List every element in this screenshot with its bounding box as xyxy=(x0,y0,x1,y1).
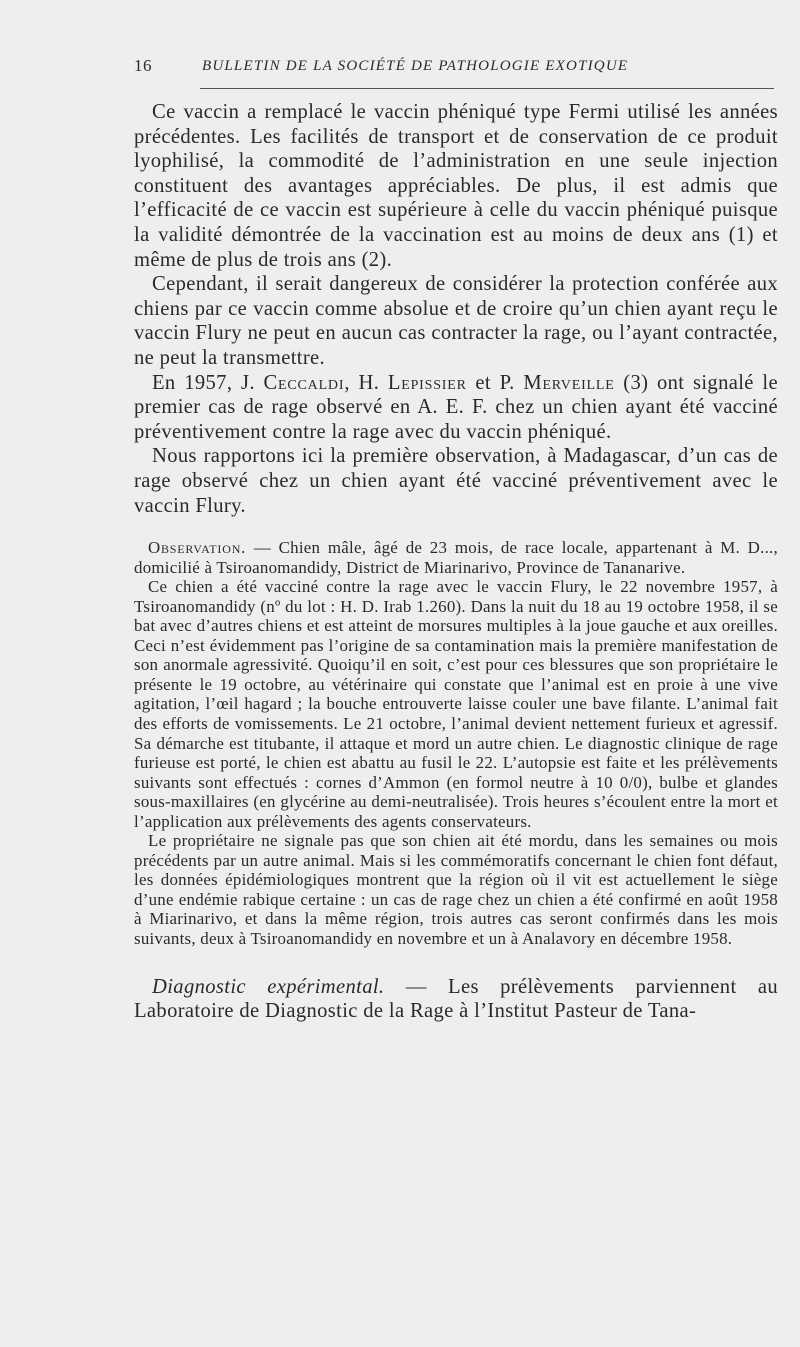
section-gap xyxy=(134,949,778,975)
author-separator: , H. xyxy=(344,371,388,394)
running-head: BULLETIN DE LA SOCIÉTÉ DE PATHOLOGIE EXOTIQUE xyxy=(202,58,629,74)
observation-intro xyxy=(134,538,778,577)
paragraph-vaccine: Ce vaccin a remplacé le vaccin phéniqué type Fermi utilisé les années précédentes. Les facilités de transport et de conservation de ce produit lyophilisé, la commodité de l’administration en une seule injection constituent des avantages appréciables. De plus, il est admis que l’efficacité de ce vaccin est supérieure à celle du vaccin phéniqué puisque la validité démontrée de la vaccination est au moins de deux ans (1) et même de plus de trois ans (2). xyxy=(134,101,778,271)
observation-label: Observation. xyxy=(148,538,247,558)
observation-clinical: Ce chien a été vacciné contre la rage avec le vaccin Flury, le 22 novembre 1957, à Tsiroanomandidy (nº du lot : H. D. Irab 1.260). Dans la nuit du 18 au 19 octobre 1958, il se bat avec d’autres chiens et est atteint de morsures multiples à la joue gauche et aux oreilles. Ceci n’est évidemment pas l’origine de sa contamination mais la première manifestation de son anormale agressivité. Quoiqu’il en soit, c’est pour ces blessures que son propriétaire le présente le 19 octobre, au vétérinaire qui constate que l’animal est en proie à une vive agitation, l’œil hagard ; la bouche entrouverte laisse couler une bave filante. L’animal fait des efforts de vomissements. Le 21 octobre, l’animal devient nettement furieux et agressif. Sa démarche est titubante, il attaque et mord un autre chien. Le diagnostic clinique de rage furieuse est porté, le chien est abattu au fusil le 22. L’autopsie est faite et les prélèvements suivants sont effectués : cornes d’Ammon (en formol neutre à 10 0/0), bulbe et glandes sous-maxillaires (en glycérine au demi-neutralisée). Trois heures s’écoulent entre la mort et l’application aux prélèvements des agents conservateurs. xyxy=(134,577,778,831)
header-rule xyxy=(200,88,774,89)
diagnostic-text: — Les prélèvements parviennent au Laboratoire de Diagnostic de la Rage à l’Institut Pasteur de Tana- xyxy=(134,975,778,1023)
author-name: Merveille xyxy=(523,371,615,394)
observation-epidemiology: Le propriétaire ne signale pas que son chien ait été mordu, dans les semaines ou mois précédents par un autre animal. Mais si les commémoratifs concernant le chien font défaut, les données épidémiologiques montrent que la région où il vit est actuellement le siège d’une endémie rabique certaine : un cas de rage chez un chien a été confirmé en août 1958 à Miarinarivo, et dans la même région, trois autres cas seront confirmés dans les mois suivants, deux à Tsiroanomandidy en novembre et un à Analavory en décembre 1958. xyxy=(134,831,778,949)
section-gap xyxy=(134,518,778,538)
author-separator: et P. xyxy=(466,371,524,394)
prior-case-prefix: En 1957, J. xyxy=(152,371,264,394)
diagnostic-heading: Diagnostic expérimental. xyxy=(152,975,385,998)
article-body xyxy=(134,100,778,1024)
observation-intro-text: — Chien mâle, âgé de 23 mois, de race locale, appartenant à M. D..., domicilié à Tsiroanomandidy, District de Miarinarivo, Province de Tananarive. xyxy=(134,538,778,577)
page-header xyxy=(134,56,774,82)
page-number: 16 xyxy=(134,56,152,75)
paragraph-prior-case xyxy=(134,371,778,445)
author-name: Lepissier xyxy=(387,371,467,394)
diagnostic-paragraph xyxy=(134,975,778,1024)
author-name: Ceccaldi xyxy=(263,371,345,394)
prior-case-rest: (3) ont signalé le premier cas de rage observé en A. E. F. chez un chien ayant été vacciné préventivement contre la rage avec du vaccin phéniqué. xyxy=(134,371,778,443)
paragraph-caution: Cependant, il serait dangereux de considérer la protection conférée aux chiens par ce vaccin comme absolue et de croire qu’un chien ayant reçu le vaccin Flury ne peut en aucun cas contracter la rage, ou l’ayant contractée, ne peut la transmettre. xyxy=(134,273,778,369)
paragraph-report: Nous rapportons ici la première observation, à Madagascar, d’un cas de rage observé chez un chien ayant été vacciné préventivement avec le vaccin Flury. xyxy=(134,445,778,517)
